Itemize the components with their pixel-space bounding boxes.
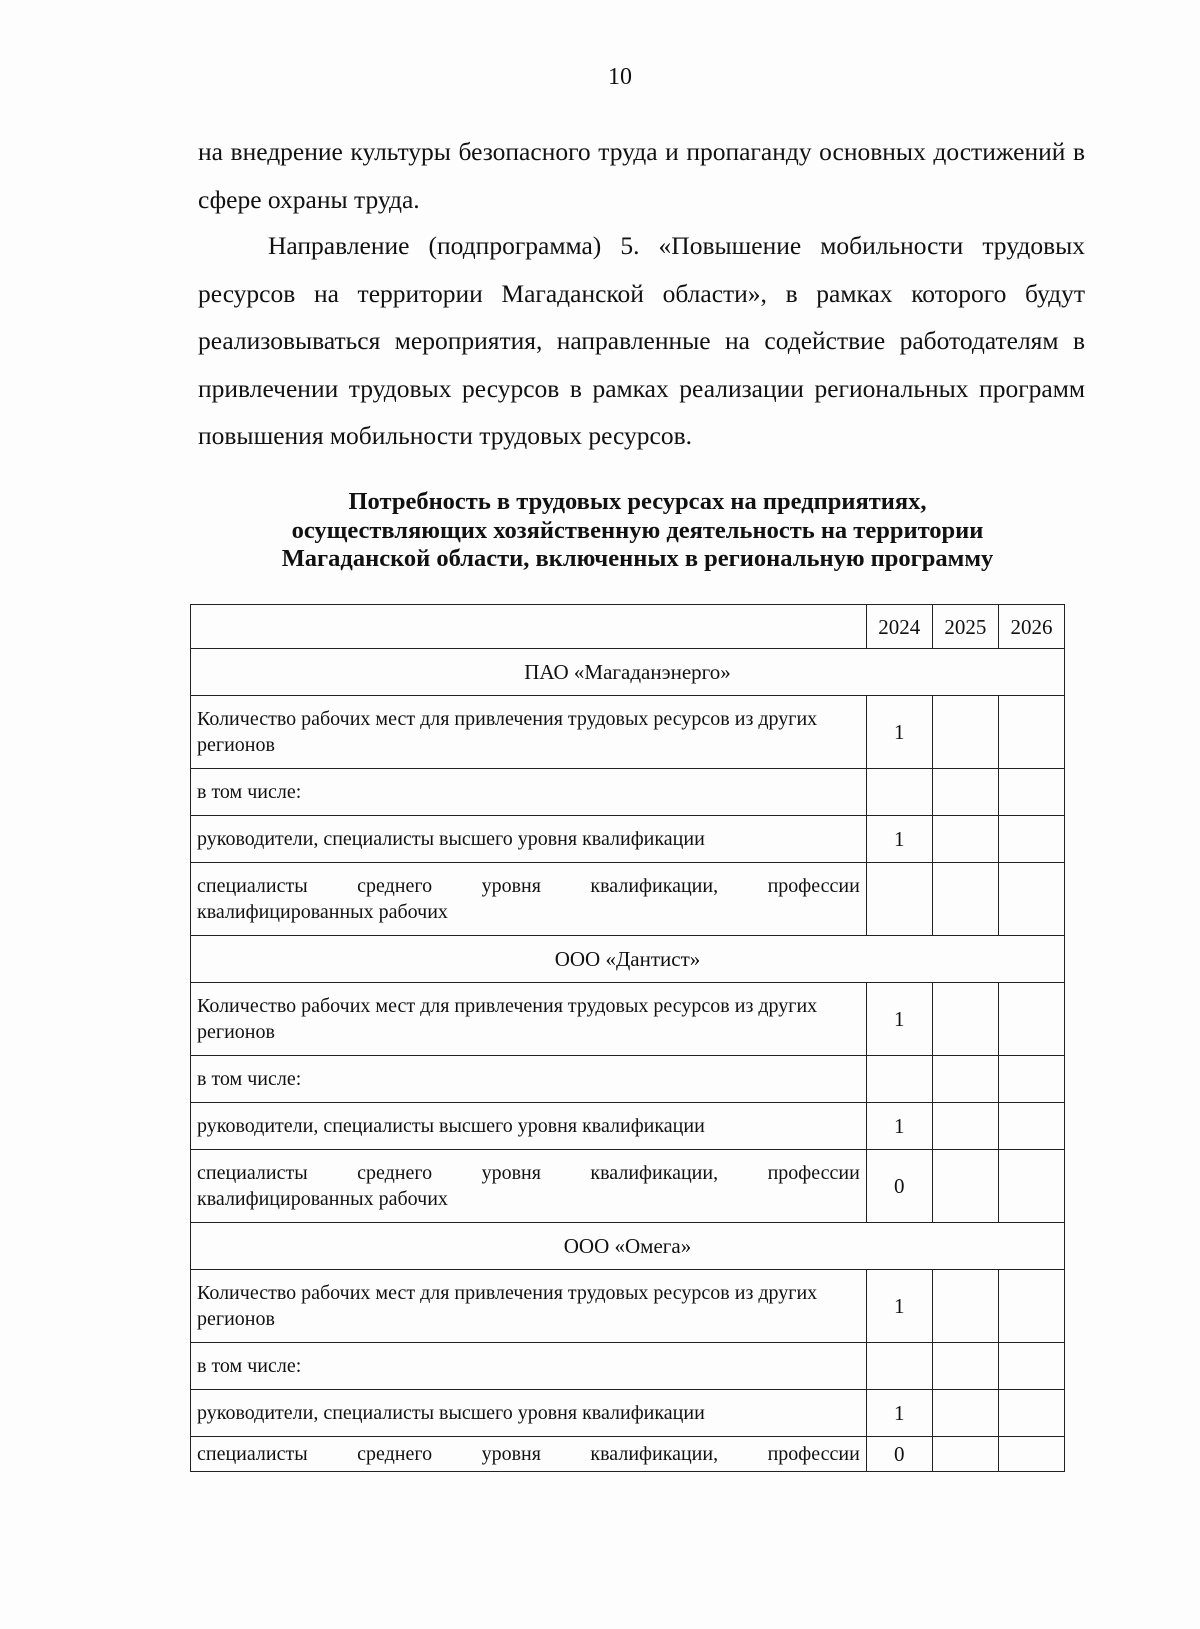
value-2026	[998, 1103, 1064, 1150]
table-row-cut	[191, 1437, 1065, 1472]
value-2025	[932, 696, 998, 769]
value-2026	[998, 983, 1064, 1056]
header-empty-cell	[191, 605, 867, 649]
value-2025	[932, 1150, 998, 1223]
header-year-2025: 2025	[932, 605, 998, 649]
row-label-mid-level-cut	[191, 1437, 867, 1472]
header-year-2024: 2024	[866, 605, 932, 649]
row-label-including: в том числе:	[191, 1056, 867, 1103]
value-2025	[932, 816, 998, 863]
value-2024	[866, 1343, 932, 1390]
value-2024: 0	[866, 1437, 932, 1472]
table-header-row	[191, 605, 1065, 649]
value-2026	[998, 769, 1064, 816]
row-label-mid-level: специалисты среднего уровня квалификации, профессии квалифицированных рабочих	[191, 1150, 867, 1223]
value-2026	[998, 696, 1064, 769]
org-row	[191, 1223, 1065, 1270]
value-2026	[998, 1270, 1064, 1343]
value-2026	[998, 1437, 1064, 1472]
value-2024	[866, 1056, 932, 1103]
value-2025	[932, 1056, 998, 1103]
value-2024: 1	[866, 816, 932, 863]
value-2025	[932, 1103, 998, 1150]
row-label-jobs: Количество рабочих мест для привлечения трудовых ресурсов из других регионов	[191, 1270, 867, 1343]
value-2026	[998, 1056, 1064, 1103]
org-name: ООО «Омега»	[191, 1223, 1065, 1270]
row-label-mid-level: специалисты среднего уровня квалификации, профессии квалифицированных рабочих	[191, 863, 867, 936]
value-2025	[932, 1390, 998, 1437]
paragraph-1: на внедрение культуры безопасного труда и пропаганду основных достижений в сфере охраны труда.	[198, 137, 1085, 214]
org-row	[191, 649, 1065, 696]
value-2025	[932, 863, 998, 936]
row-label-jobs: Количество рабочих мест для привлечения трудовых ресурсов из других регионов	[191, 696, 867, 769]
table-row	[191, 863, 1065, 936]
value-2025	[932, 1343, 998, 1390]
value-2025	[932, 1437, 998, 1472]
value-2025	[932, 769, 998, 816]
row-label-jobs: Количество рабочих мест для привлечения трудовых ресурсов из других регионов	[191, 983, 867, 1056]
table-title	[190, 488, 1085, 574]
table-title-line-3: Магаданской области, включенных в региональную программу	[281, 545, 994, 572]
table-row	[191, 696, 1065, 769]
workforce-needs-table	[190, 604, 1065, 1472]
table-row	[191, 1270, 1065, 1343]
value-2024: 1	[866, 983, 932, 1056]
row-label-mid-level-cut-text: специалисты среднего уровня квалификации, профессии	[197, 1443, 860, 1465]
row-label-managers: руководители, специалисты высшего уровня квалификации	[191, 1390, 867, 1437]
table-row	[191, 1343, 1065, 1390]
table-row	[191, 769, 1065, 816]
table-row	[191, 1103, 1065, 1150]
row-label-including: в том числе:	[191, 1343, 867, 1390]
value-2024: 1	[866, 1270, 932, 1343]
value-2026	[998, 1150, 1064, 1223]
value-2024: 1	[866, 696, 932, 769]
org-name: ПАО «Магаданэнерго»	[191, 649, 1065, 696]
value-2026	[998, 1343, 1064, 1390]
value-2026	[998, 1390, 1064, 1437]
page-number: 10	[608, 64, 632, 90]
value-2025	[932, 1270, 998, 1343]
table-title-line-2: осуществляющих хозяйственную деятельность на территории	[291, 516, 984, 544]
value-2024	[866, 863, 932, 936]
row-label-managers: руководители, специалисты высшего уровня квалификации	[191, 816, 867, 863]
row-label-including: в том числе:	[191, 769, 867, 816]
row-label-managers: руководители, специалисты высшего уровня квалификации	[191, 1103, 867, 1150]
table-row	[191, 816, 1065, 863]
org-name: ООО «Дантист»	[191, 936, 1065, 983]
header-year-2026: 2026	[998, 605, 1064, 649]
value-2024: 1	[866, 1103, 932, 1150]
org-row	[191, 936, 1065, 983]
paragraph-2: Направление (подпрограмма) 5. «Повышение мобильности трудовых ресурсов на территории Магаданской области», в рамках которого будут реализовываться мероприятия, направленные на содействие работодателям в привлечении трудовых ресурсов в рамках реализации региональных программ повышения мобильности трудовых ресурсов.	[198, 231, 1085, 450]
value-2025	[932, 983, 998, 1056]
table-title-line-1: Потребность в трудовых ресурсах на предприятиях,	[348, 488, 927, 515]
table-row	[191, 1056, 1065, 1103]
value-2024: 1	[866, 1390, 932, 1437]
value-2026	[998, 863, 1064, 936]
value-2026	[998, 816, 1064, 863]
table-row	[191, 1390, 1065, 1437]
table-row	[191, 983, 1065, 1056]
value-2024	[866, 769, 932, 816]
table-row	[191, 1150, 1065, 1223]
value-2024: 0	[866, 1150, 932, 1223]
